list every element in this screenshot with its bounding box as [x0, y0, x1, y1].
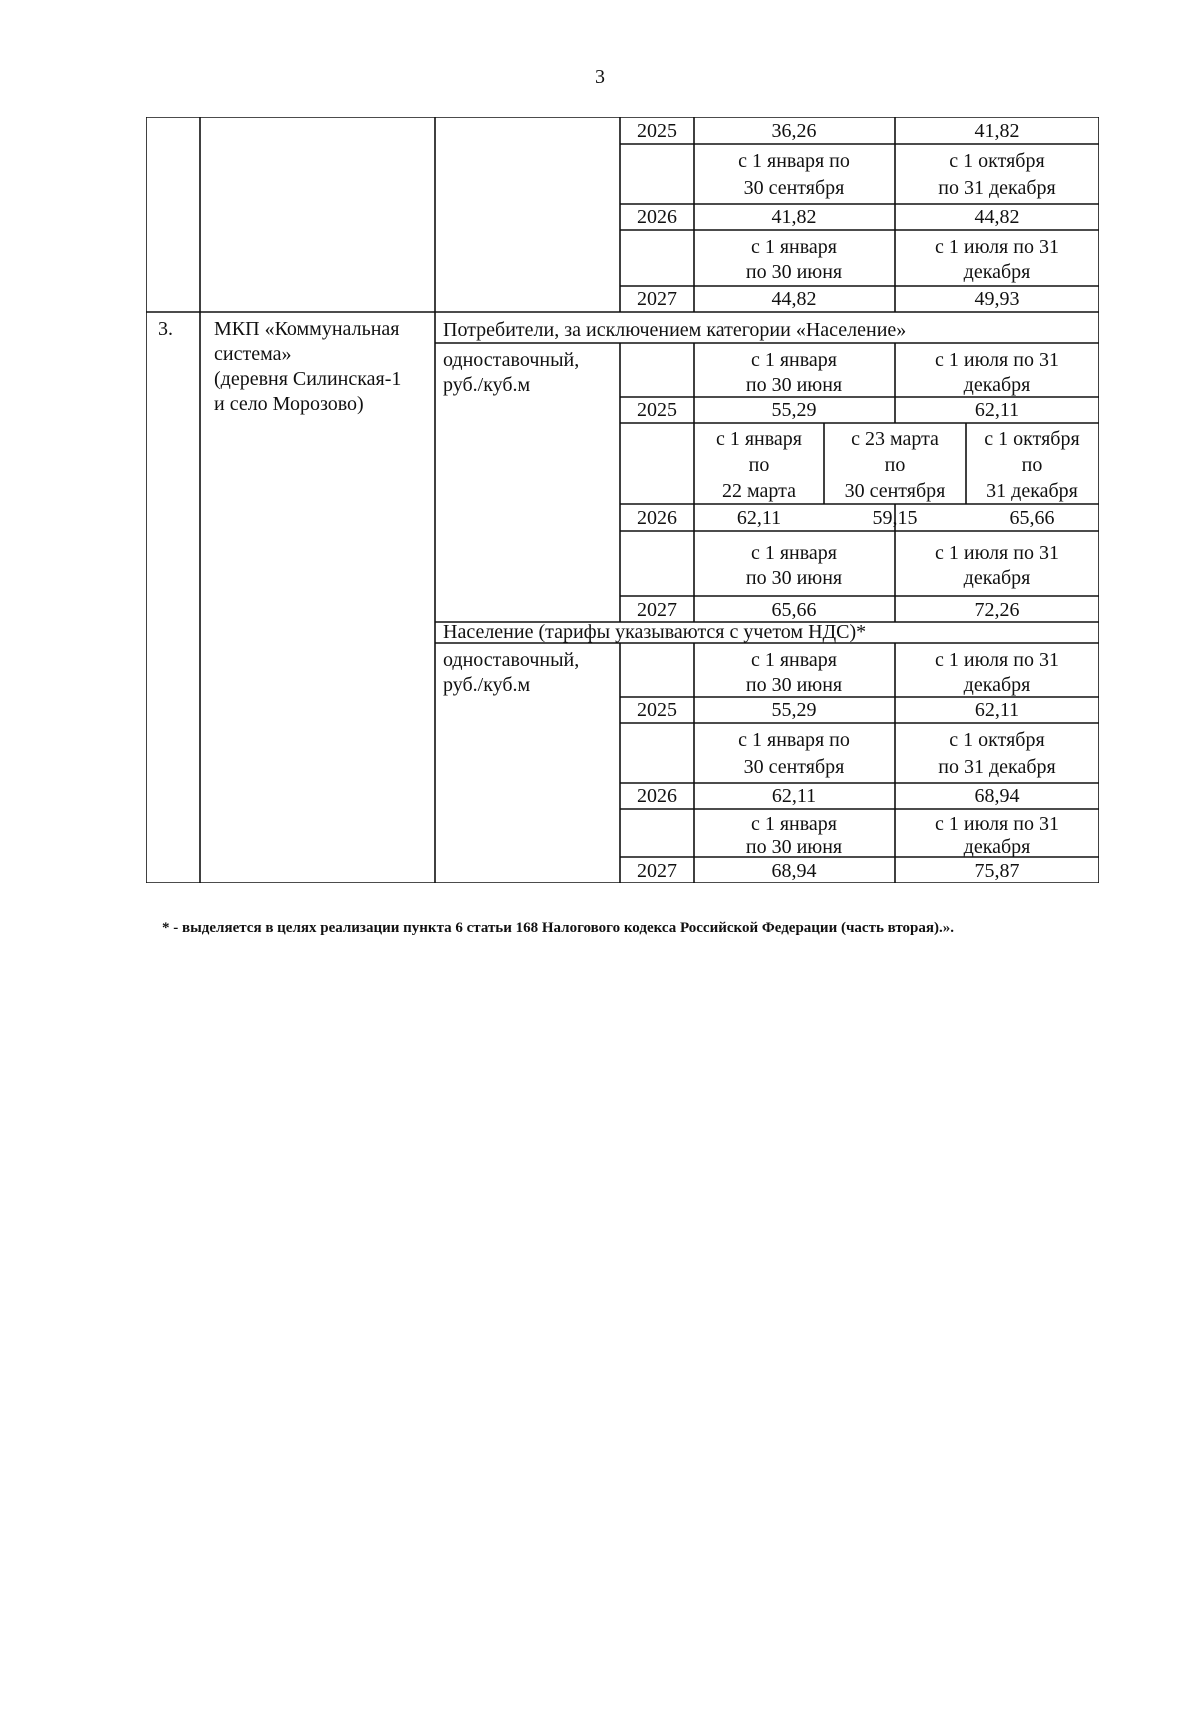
period-cell: по 30 июня [745, 261, 843, 283]
period-cell: с 1 января [750, 542, 838, 564]
period-cell: 30 сентября [743, 756, 845, 778]
value-cell: 49,93 [974, 288, 1020, 310]
value-cell: 75,87 [974, 860, 1020, 882]
period-cell: по [884, 454, 906, 476]
value-cell: 72,26 [974, 599, 1020, 621]
year-2025: 2025 [637, 699, 677, 721]
period-cell: с 1 октября [949, 729, 1045, 751]
value-cell: 65,66 [1009, 507, 1055, 529]
org-name-line: и село Морозово) [214, 393, 364, 415]
value-cell: 65,66 [771, 599, 817, 621]
period-cell: декабря [963, 674, 1031, 696]
period-cell: по [1021, 454, 1043, 476]
period-cell: с 1 октября [984, 428, 1080, 450]
period-cell: с 1 июля по 31 [935, 813, 1059, 835]
period-cell: с 23 марта [851, 428, 939, 450]
tariff-kind: одноставочный, [443, 649, 580, 671]
period-cell: по 31 декабря [938, 756, 1056, 778]
value-cell: 55,29 [771, 399, 817, 421]
period-cell: с 1 июля по 31 [935, 542, 1059, 564]
period-cell: 31 декабря [986, 480, 1078, 502]
value-cell: 44,82 [974, 206, 1020, 228]
org-name-line: МКП «Коммунальная [214, 318, 400, 340]
tariff-kind: руб./куб.м [443, 674, 531, 696]
tariff-kind: одноставочный, [443, 349, 580, 371]
period-cell: декабря [963, 261, 1031, 283]
year-2025-prev: 2025 [637, 120, 677, 142]
year-2027: 2027 [637, 860, 677, 882]
period-cell: по 30 июня [745, 836, 843, 858]
value-cell: 55,29 [771, 699, 817, 721]
period-cell: по 30 июня [745, 567, 843, 589]
period-cell: с 1 июля по 31 [935, 349, 1059, 371]
row-number: 3. [158, 318, 173, 340]
period-cell: с 1 октября [949, 150, 1045, 172]
org-name-line: система» [214, 343, 292, 365]
period-cell: с 1 января по [738, 729, 850, 751]
period-cell: по [748, 454, 770, 476]
year-2027-prev: 2027 [637, 288, 677, 310]
value-cell: 44,82 [771, 288, 817, 310]
value-cell: 59,15 [872, 507, 918, 529]
section-header-population: Население (тарифы указываются с учетом НДС)* [443, 621, 867, 643]
value-cell: 62,11 [771, 785, 817, 807]
page-number: 3 [595, 66, 605, 88]
period-cell: по 30 июня [745, 374, 843, 396]
period-cell: декабря [963, 836, 1031, 858]
period-cell: с 1 июля по 31 [935, 236, 1059, 258]
org-name-line: (деревня Силинская-1 [214, 368, 402, 390]
year-2026: 2026 [637, 785, 677, 807]
value-cell: 62,11 [974, 699, 1020, 721]
value-cell: 68,94 [771, 860, 817, 882]
value-cell: 41,82 [771, 206, 817, 228]
value-cell: 41,82 [974, 120, 1020, 142]
value-cell: 68,94 [974, 785, 1020, 807]
period-cell: 22 марта [722, 480, 796, 502]
year-2026: 2026 [637, 507, 677, 529]
period-cell: 30 сентября [844, 480, 946, 502]
period-cell: декабря [963, 567, 1031, 589]
period-cell: с 1 января [750, 349, 838, 371]
period-cell: с 1 января [750, 649, 838, 671]
period-cell: с 1 января [750, 813, 838, 835]
tariff-table [146, 117, 1099, 883]
year-2025: 2025 [637, 399, 677, 421]
period-cell: с 1 января по [738, 150, 850, 172]
tariff-kind: руб./куб.м [443, 374, 531, 396]
period-cell: с 1 июля по 31 [935, 649, 1059, 671]
period-cell: по 30 июня [745, 674, 843, 696]
section-header-consumers: Потребители, за исключением категории «Население» [443, 319, 907, 341]
period-cell: декабря [963, 374, 1031, 396]
footnote: * - выделяется в целях реализации пункта 6 статьи 168 Налогового кодекса Российской Федерации (часть вторая).». [162, 920, 954, 936]
period-cell: с 1 января [715, 428, 803, 450]
year-2027: 2027 [637, 599, 677, 621]
value-cell: 62,11 [974, 399, 1020, 421]
period-cell: по 31 декабря [938, 177, 1056, 199]
year-2026-prev: 2026 [637, 206, 677, 228]
value-cell: 36,26 [771, 120, 817, 142]
period-cell: 30 сентября [743, 177, 845, 199]
period-cell: с 1 января [750, 236, 838, 258]
value-cell: 62,11 [736, 507, 782, 529]
